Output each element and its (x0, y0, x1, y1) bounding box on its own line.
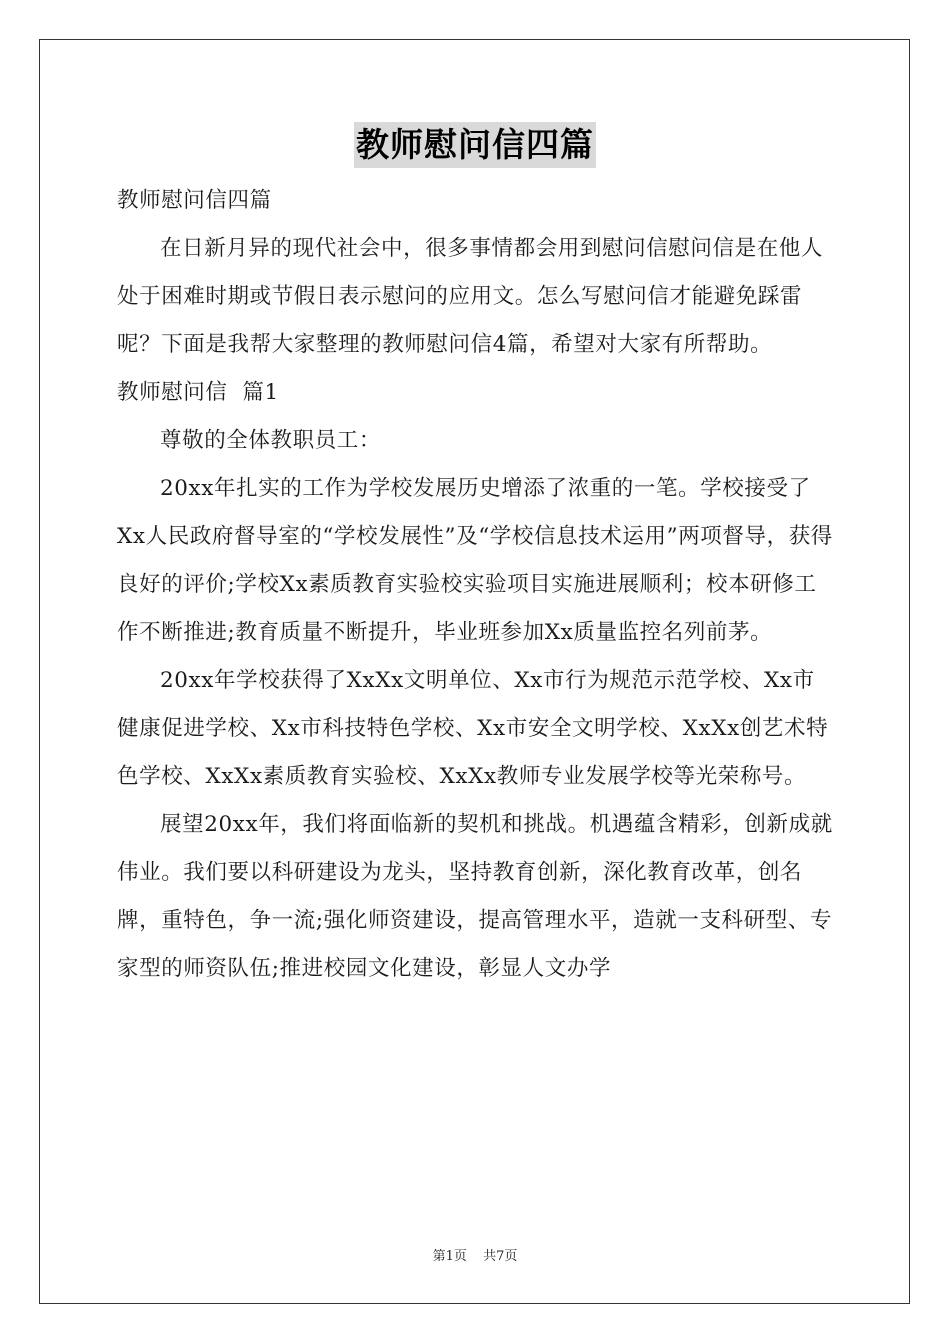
paragraph: 教师慰问信四篇 (117, 188, 272, 213)
title-container (0, 122, 950, 168)
paragraph: 20xx年学校获得了XxXx文明单位、Xx市行为规范示范学校、Xx市健康促进学校、Xx市科技特色学校、Xx市安全文明学校、XxXx创艺术特色学校、XxXx素质教育实验校、XxXx教师专业发展学校等光荣称号。 (117, 668, 829, 789)
section-heading: 教师慰问信 篇1 (117, 380, 279, 405)
page-footer (0, 1248, 950, 1266)
paragraph: 尊敬的全体教职员工： (160, 428, 382, 453)
document-body (117, 177, 833, 993)
paragraph: 在日新月异的现代社会中，很多事情都会用到慰问信慰问信是在他人处于困难时期或节假日表示慰问的应用文。怎么写慰问信才能避免踩雷呢？下面是我帮大家整理的教师慰问信4篇，希望对大家有所帮助。 (117, 236, 824, 357)
paragraph: 展望20xx年，我们将面临新的契机和挑战。机遇蕴含精彩，创新成就伟业。我们要以科研建设为龙头，坚持教育创新，深化教育改革，创名牌，重特色，争一流;强化师资建设，提高管理水平，造就一支科研型、专家型的师资队伍;推进校园文化建设，彰显人文办学 (117, 812, 833, 981)
document-title: 教师慰问信四篇 (354, 122, 596, 168)
page-total: 共7页 (483, 1249, 518, 1264)
paragraph: 20xx年扎实的工作为学校发展历史增添了浓重的一笔。学校接受了Xx人民政府督导室的“学校发展性”及“学校信息技术运用”两项督导，获得良好的评价;学校Xx素质教育实验校实验项目实施进展顺利；校本研修工作不断推进;教育质量不断提升，毕业班参加Xx质量监控名列前茅。 (117, 476, 833, 645)
page-number: 第1页 (432, 1249, 467, 1264)
